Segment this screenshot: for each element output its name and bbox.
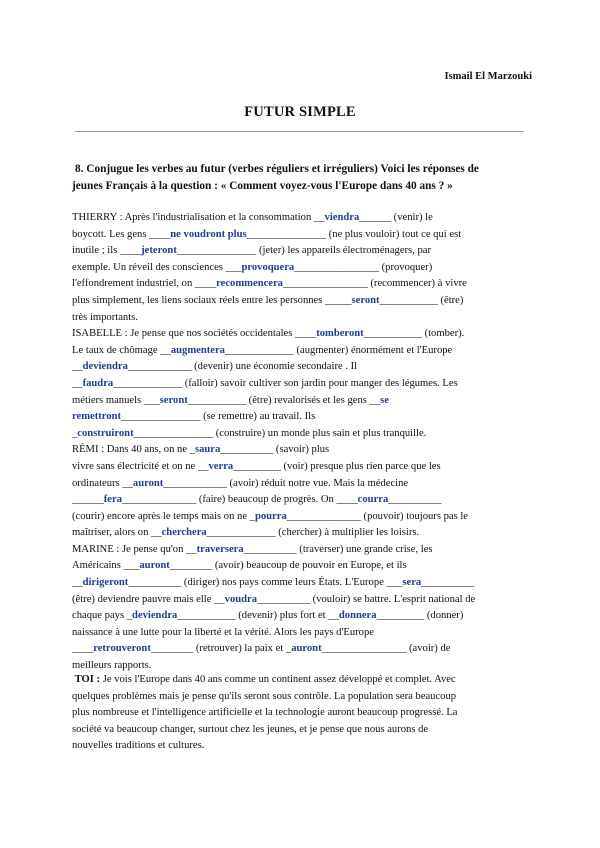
text-line [72,276,527,293]
text-segment: MARINE : Je pense qu'on __ [72,543,197,555]
answer-word: deviendra [132,610,178,622]
text-segment: ____________ (avoir) réduit notre vue. Mais la médecine [163,477,409,489]
text-segment: ___________ (devenir) plus fort et __ [177,610,339,622]
text-line [72,293,527,310]
text-line [72,575,527,592]
text-segment: ______ (venir) le [359,212,433,223]
text-line [72,608,527,625]
answer-word: seront [351,294,380,306]
text-segment: ________________ (provoquer) [294,261,433,273]
text-segment: __ [72,577,83,589]
answer-word: viendra [324,212,360,223]
text-segment: ISABELLE : Je pense que nos sociétés occidentales ____ [72,328,317,340]
text-segment: __________ [388,494,442,506]
answer-word: donnera [338,610,377,622]
text-segment: ___________ (être) revalorisés et les gens __ [187,394,381,406]
answer-word: pourra [254,510,287,522]
answer-word: deviendra [82,361,128,373]
text-segment: plus simplement, les liens sociaux réels entre les personnes _____ [72,294,352,306]
text-line [72,210,527,227]
text-line [72,326,527,343]
text-line [72,359,527,376]
answer-word: courra [357,494,389,506]
text-segment: __________ (vouloir) se battre. L'esprit national de [257,593,476,605]
text-line [72,641,527,658]
text-segment: __ [72,377,83,389]
text-line [72,542,527,559]
toi-paragraph [72,672,527,755]
text-segment: _______________ (se remettre) au travail. Ils [121,411,316,423]
answer-word: ne voudront plus [170,228,247,240]
text-line [72,260,527,277]
text-line [72,426,527,443]
text-line [72,409,527,426]
text-segment: _________ (donner) [376,610,464,622]
toi-text: Je vois l'Europe dans 40 ans comme un continent assez développé et complet. Avec [100,674,456,685]
text-segment: __ [72,361,83,373]
text-segment: __________ (diriger) nos pays comme leurs États. L'Europe ___ [128,577,403,589]
answer-word: voudra [224,593,258,605]
answer-word: auront [291,643,322,655]
text-segment: ____ [72,643,94,655]
answer-word: auront [132,477,164,489]
text-segment: RÉMI : Dans 40 ans, on ne _ [72,444,195,456]
text-segment: exemple. Un réveil des consciences ___ [72,261,242,273]
text-line [72,509,527,526]
text-segment: l'effondrement industriel, on ____ [72,278,217,290]
text-line [72,243,527,260]
answer-word: construiront [77,427,134,439]
text-line [72,376,527,393]
answer-word: faudra [82,377,114,389]
text-segment: __________ (savoir) plus [220,444,330,456]
instruction-line: 8. Conjugue les verbes au futur (verbes réguliers et irréguliers) Voici les réponses de [75,163,479,175]
text-segment: _ [72,427,78,439]
instruction-line: jeunes Français à la question : « Comment voyez-vous l'Europe dans 40 ans ? » [72,180,453,192]
answer-word: remettront [72,411,122,423]
text-segment: Le taux de chômage __ [72,344,171,356]
text-segment: ______ [72,494,104,506]
text-segment: _______________ (construire) un monde plus sain et plus tranquille. [133,427,427,439]
text-segment: boycott. Les gens ____ [72,228,171,240]
toi-label: TOI : [74,674,101,685]
text-line [72,592,527,609]
text-segment: ________________ (avoir) de [321,643,451,655]
text-line [72,492,527,509]
text-segment: __________ [421,577,475,589]
answer-word: se [380,394,389,406]
answer-word: augmentera [170,344,225,356]
text-line [72,343,527,360]
toi-line: quelques problèmes mais je pense qu'ils seront sous contrôle. La population sera beaucoup [72,690,457,702]
answer-word: recommencera [216,278,283,290]
exercise-instruction [72,161,527,195]
text-segment: _____________ (falloir) savoir cultiver son jardin pour manger des légumes. Les [113,377,458,389]
exercise-body [72,210,527,675]
text-segment: ______________ (pouvoir) toujours pas le [286,510,469,522]
text-line [72,227,527,244]
text-segment: ___________ (tomber). [363,328,465,340]
text-line [72,558,527,575]
answer-word: seront [159,394,188,406]
text-line [72,459,527,476]
text-segment: ordinateurs __ [72,477,133,489]
text-line [72,310,527,327]
text-segment: _____________ (augmenter) énormément et l'Europe [224,344,453,356]
text-line [72,625,527,642]
text-segment: _______________ (jeter) les appareils électroménagers, par [176,245,432,257]
text-segment: Américains ___ [72,560,140,572]
text-line [72,442,527,459]
text-line [72,476,527,493]
author-name: Ismail El Marzouki [444,71,532,82]
answer-word: verra [208,460,234,472]
answer-word: fera [103,494,123,506]
text-segment: ________ (avoir) beaucoup de pouvoir en Europe, et ils [169,560,407,572]
answer-word: sera [402,577,422,589]
text-segment: très importants. [72,311,138,323]
text-segment: meilleurs rapports. [72,660,152,672]
answer-word: traversera [196,543,244,555]
toi-line: société va beaucoup changer, surtout chez les jeunes, et je pense que nous aurons de [72,723,429,735]
text-segment: ______________ (faire) beaucoup de progrès. On ____ [122,494,358,506]
answer-word: saura [195,444,221,456]
answer-word: dirigeront [82,577,129,589]
answer-word: cherchera [161,527,207,539]
text-segment: métiers manuels ___ [72,394,160,406]
answer-word: retrouveront [93,643,151,655]
answer-word: provoquera [241,261,295,273]
text-segment: __________ (traverser) une grande crise, les [243,543,433,555]
text-line [72,525,527,542]
text-segment: ________ (retrouver) la paix et _ [150,643,292,655]
text-segment: ________________ (recommencer) à vivre [282,278,467,290]
text-segment: _____________ (chercher) à multiplier les loisirs. [206,527,420,539]
answer-word: jeteront [141,245,177,257]
text-line [72,393,527,410]
text-segment: (être) deviendre pauvre mais elle __ [72,593,225,605]
text-segment: chaque pays _ [72,610,133,622]
text-segment: (courir) encore après le temps mais on ne _ [72,510,255,522]
text-segment: inutile ; ils ____ [72,245,142,257]
text-segment: naissance à une lutte pour la liberté et la vérité. Alors les pays d'Europe [72,626,374,638]
answer-word: tomberont [316,328,364,340]
text-segment: _______________ (ne plus vouloir) tout ce qui est [246,228,462,240]
toi-line [72,672,527,689]
text-segment: maîtriser, alors on __ [72,527,162,539]
text-segment: ___________ (être) [379,294,464,306]
text-segment: vivre sans électricité et on ne __ [72,460,209,472]
toi-line: plus nombreuse et l'intelligence artificielle et la technologie auront beaucoup progressé. La [72,707,458,719]
page-title: FUTUR SIMPLE [244,104,356,120]
text-segment: _________ (voir) presque plus rien parce que les [233,460,441,472]
answer-word: auront [139,560,170,572]
toi-line: nouvelles traditions et cultures. [72,740,205,752]
text-segment: ____________ (devenir) une économie secondaire . Il [127,361,358,373]
divider [75,131,524,132]
text-segment: THIERRY : Après l'industrialisation et la consommation __ [72,212,325,223]
